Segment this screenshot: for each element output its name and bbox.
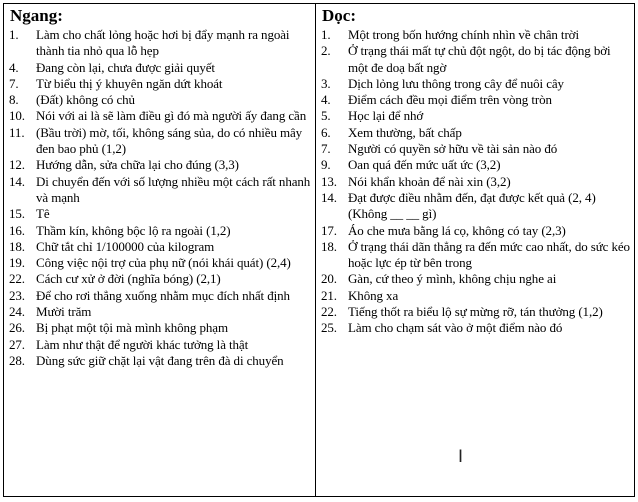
- clue-number: 1.: [321, 27, 331, 42]
- down-clue-list: [319, 27, 631, 337]
- down-clue: [319, 174, 631, 190]
- clue-number: 19.: [9, 255, 25, 271]
- clue-number: 15.: [9, 206, 25, 222]
- across-clue: [7, 92, 312, 108]
- down-clue: [319, 27, 631, 43]
- clue-text: Làm cho chạm sát vào ở một điểm nào đó: [348, 320, 563, 336]
- clue-number: 9.: [321, 157, 331, 173]
- across-clue: [7, 353, 312, 369]
- down-clue: [319, 125, 631, 141]
- clue-number: 26.: [9, 320, 25, 336]
- clue-text: Không xa: [348, 287, 399, 303]
- clue-text: (Đất) không có chủ: [36, 92, 135, 108]
- across-clue: [7, 60, 312, 76]
- down-clue: [319, 190, 631, 223]
- across-clue: [7, 223, 312, 239]
- clue-text: Xem thường, bất chấp: [348, 124, 462, 140]
- clue-text: Bị phạt một tội mà mình không phạm: [36, 320, 228, 336]
- clue-number: 25.: [321, 320, 337, 336]
- clue-text: Hướng dẫn, sửa chữa lại cho đúng (3,3): [36, 157, 239, 173]
- across-clue: [7, 174, 312, 207]
- clue-text: Đang còn lại, chưa được giải quyết: [36, 59, 215, 75]
- clue-text: Dùng sức giữ chặt lại vật đang trên đà di chuyển: [36, 352, 284, 368]
- clue-number: 7.: [321, 141, 331, 157]
- text-cursor-icon: I: [458, 447, 464, 467]
- clue-number: 14.: [321, 189, 337, 205]
- clue-number: 20.: [321, 271, 337, 287]
- clue-text: Làm cho chất lỏng hoặc hơi bị đẩy mạnh ra ngoài thành tia nhỏ qua lỗ hẹp: [36, 27, 290, 59]
- across-clue: [7, 27, 312, 60]
- across-clue: [7, 337, 312, 353]
- clue-text: Nói khẩn khoản để nài xin (3,2): [348, 173, 511, 189]
- clue-text: Làm như thật để người khác tưởng là thật: [36, 336, 249, 352]
- down-column: [316, 4, 635, 497]
- across-heading: Ngang:: [10, 6, 63, 25]
- clue-number: 27.: [9, 336, 25, 352]
- down-clue: [319, 223, 631, 239]
- down-clue: [319, 157, 631, 173]
- clue-text: Gàn, cứ theo ý mình, không chịu nghe ai: [348, 271, 557, 287]
- clue-text: Oan quá đến mức uất ức (3,2): [348, 157, 501, 173]
- down-clue: [319, 141, 631, 157]
- clue-number: 18.: [9, 238, 25, 254]
- clue-number: 14.: [9, 173, 25, 189]
- clue-number: 5.: [321, 108, 331, 124]
- down-heading: Dọc:: [322, 6, 356, 25]
- down-clue: [319, 320, 631, 336]
- clue-number: 11.: [9, 124, 25, 140]
- down-clue: [319, 108, 631, 124]
- clue-number: 17.: [321, 222, 337, 238]
- down-clue: [319, 76, 631, 92]
- clue-number: 6.: [321, 124, 331, 140]
- across-clue: [7, 288, 312, 304]
- clue-number: 23.: [9, 287, 25, 303]
- clue-number: 4.: [321, 92, 331, 108]
- clue-text: Tê: [36, 206, 50, 222]
- clue-text: Dịch lỏng lưu thông trong cây để nuôi cây: [348, 75, 564, 91]
- across-clue: [7, 320, 312, 336]
- clue-text: Đạt được điều nhằm đến, đạt được kết quả (2, 4) (Không __ __ gì): [348, 189, 596, 222]
- across-clue-list: [7, 27, 312, 369]
- clue-number: 22.: [321, 304, 337, 320]
- across-clue: [7, 239, 312, 255]
- across-clue: [7, 125, 312, 158]
- down-clue: [319, 304, 631, 320]
- across-clue: [7, 108, 312, 124]
- clue-number: 10.: [9, 108, 25, 124]
- down-clue: [319, 43, 631, 76]
- clue-text: Một trong bốn hướng chính nhìn về chân trời: [348, 27, 579, 42]
- down-clue: [319, 288, 631, 304]
- clue-text: Người có quyền sở hữu về tài sản nào đó: [348, 141, 558, 157]
- clue-text: Điểm cách đều mọi điểm trên vòng tròn: [348, 92, 552, 108]
- clue-number: 22.: [9, 271, 25, 287]
- clue-text: Thầm kín, không bộc lộ ra ngoài (1,2): [36, 222, 231, 238]
- clue-text: Ở trạng thái dãn thẳng ra đến mức cao nhất, do sức kéo hoặc lực ép từ bên trong: [348, 238, 630, 271]
- clue-text: Cách cư xử ở đời (nghĩa bóng) (2,1): [36, 271, 221, 287]
- across-column: [4, 4, 316, 497]
- clue-number: 3.: [321, 75, 331, 91]
- clue-number: 1.: [9, 27, 19, 42]
- across-clue: [7, 255, 312, 271]
- across-clue: [7, 206, 312, 222]
- clue-text: Công việc nội trợ của phụ nữ (nói khái quát) (2,4): [36, 255, 291, 271]
- clue-text: Mười trăm: [36, 304, 92, 320]
- clue-text: Tiếng thốt ra biểu lộ sự mừng rỡ, tán thưởng (1,2): [348, 304, 603, 320]
- clue-number: 28.: [9, 352, 25, 368]
- clue-text: Học lại để nhớ: [348, 108, 424, 124]
- clue-number: 24.: [9, 304, 25, 320]
- clue-text: Để cho rơi thẳng xuống nhằm mục đích nhất định: [36, 287, 290, 303]
- down-clue: [319, 239, 631, 272]
- clue-number: 8.: [9, 92, 19, 108]
- across-clue: [7, 157, 312, 173]
- clue-text: Chữ tắt chỉ 1/100000 của kilogram: [36, 238, 215, 254]
- clue-text: Di chuyển đến với số lượng nhiều một cách rất nhanh và mạnh: [36, 173, 311, 205]
- clue-text: Nói với ai là sẽ làm điều gì đó mà người ấy đang cần: [36, 108, 307, 124]
- clue-number: 13.: [321, 173, 337, 189]
- clue-number: 21.: [321, 287, 337, 303]
- down-clue: [319, 271, 631, 287]
- across-clue: [7, 271, 312, 287]
- clue-number: 12.: [9, 157, 25, 173]
- clue-number: 16.: [9, 222, 25, 238]
- clue-text: Từ biểu thị ý khuyên ngăn dứt khoát: [36, 75, 223, 91]
- clue-text: Ở trạng thái mất tự chủ đột ngột, do bị tác động bởi một đe doạ bất ngờ: [348, 43, 611, 75]
- across-clue: [7, 304, 312, 320]
- across-clue: [7, 76, 312, 92]
- clue-number: 18.: [321, 238, 337, 254]
- clue-number: 7.: [9, 75, 19, 91]
- clue-text: (Bầu trời) mờ, tối, không sáng sủa, do có nhiều mây đen bao phủ (1,2): [36, 124, 303, 157]
- down-clue: [319, 92, 631, 108]
- clue-number: 4.: [9, 59, 19, 75]
- clue-text: Áo che mưa bằng lá cọ, không có tay (2,3): [348, 222, 566, 238]
- clues-table: [3, 3, 635, 497]
- clue-number: 2.: [321, 43, 331, 59]
